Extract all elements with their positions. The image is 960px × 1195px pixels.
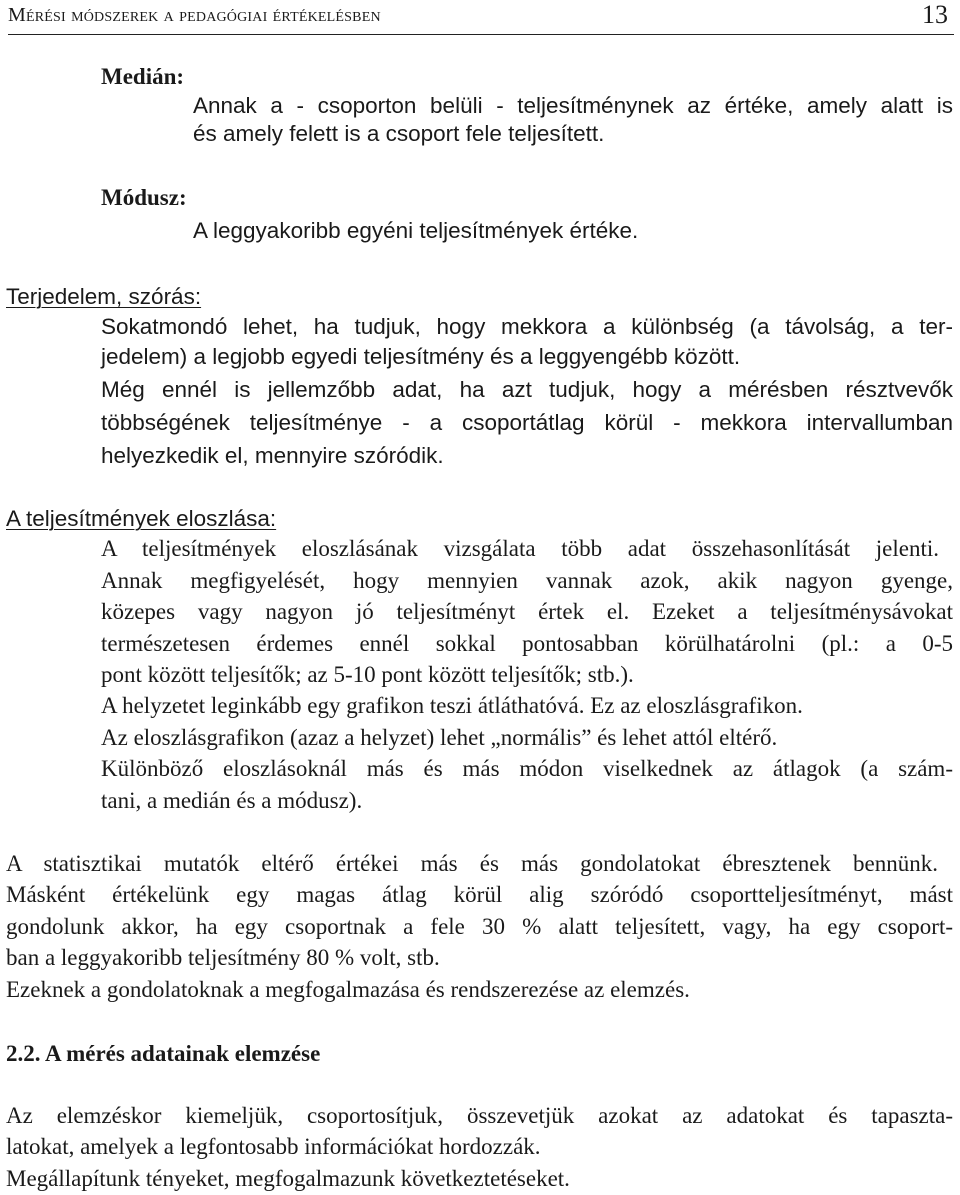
distribution-line-5: pont között teljesítők; az 5-10 pont között teljesítők; stb.). (101, 662, 634, 687)
range-line-1: Sokatmondó lehet, ha tudjuk, hogy mekkora a különbség (a távolság, a ter- (101, 314, 953, 339)
section-line-3: Megállapítunk tényeket, megfogalmazunk következtetéseket. (6, 1166, 570, 1191)
page-number: 13 (922, 0, 948, 29)
statistics-line-5: Ezeknek a gondolatoknak a megfogalmazása és rendszerezése az elemzés. (6, 977, 690, 1002)
distribution-line-3: közepes vagy nagyon jó teljesítményt értek el. Ezeket a teljesítménysávokat (101, 599, 953, 624)
distribution-heading: A teljesítmények eloszlása: (6, 506, 277, 531)
distribution-line-9: tani, a medián és a módusz). (101, 788, 363, 813)
running-title-text: Mérési módszerek a pedagógiai értékelésben (8, 4, 381, 26)
running-title (8, 4, 381, 27)
distribution-line-7: Az eloszlásgrafikon (azaz a helyzet) lehet „normális” és lehet attól eltérő. (101, 725, 778, 750)
distribution-line-8: Különböző eloszlásoknál más és más módon viselkednek az átlagok (a szám- (101, 756, 953, 781)
modus-line-1: A leggyakoribb egyéni teljesítmények értéke. (193, 218, 639, 243)
distribution-line-4: természetesen érdemes ennél sokkal pontosabban körülhatárolni (pl.: a 0-5 (101, 631, 953, 656)
statistics-line-4: ban a leggyakoribb teljesítmény 80 % volt, stb. (6, 945, 440, 970)
range-line-4: többségének teljesítménye - a csoportátlag körül - mekkora intervallumban (101, 410, 953, 435)
range-heading: Terjedelem, szórás: (6, 284, 202, 309)
distribution-line-2: Annak megfigyelését, hogy mennyien vannak azok, akik nagyon gyenge, (101, 568, 953, 593)
modus-heading: Módusz: (101, 185, 187, 210)
section-line-1: Az elemzéskor kiemeljük, csoportosítjuk, összevetjük azokat az adatokat és tapaszta- (6, 1103, 953, 1128)
page-header (8, 0, 954, 35)
median-line-1: Annak a - csoporton belüli - teljesítménynek az értéke, amely alatt is (193, 93, 953, 118)
statistics-line-2: Másként értékelünk egy magas átlag körül alig szóródó csoportteljesítményt, mást (6, 882, 953, 907)
statistics-line-1: A statisztikai mutatók eltérő értékei más és más gondolatokat ébresztenek bennünk. (6, 851, 938, 876)
distribution-line-6: A helyzetet leginkább egy grafikon teszi átláthatóvá. Ez az eloszlásgrafikon. (101, 693, 803, 718)
range-line-5: helyezkedik el, mennyire szóródik. (101, 443, 444, 468)
distribution-line-1: A teljesítmények eloszlásának vizsgálata több adat összehasonlítását jelenti. (101, 536, 939, 561)
statistics-line-3: gondolunk akkor, ha egy csoportnak a fele 30 % alatt teljesített, vagy, ha egy csoport- (6, 914, 953, 939)
median-heading: Medián: (101, 64, 185, 89)
range-line-2: jedelem) a legjobb egyedi teljesítmény és a leggyengébb között. (101, 344, 741, 369)
section-line-2: latokat, amelyek a legfontosabb információkat hordozzák. (6, 1134, 541, 1159)
median-line-2: és amely felett is a csoport fele teljesített. (193, 121, 605, 146)
section-heading: 2.2. A mérés adatainak elemzése (6, 1041, 321, 1066)
range-line-3: Még ennél is jellemzőbb adat, ha azt tudjuk, hogy a mérésben résztvevők (101, 377, 953, 402)
